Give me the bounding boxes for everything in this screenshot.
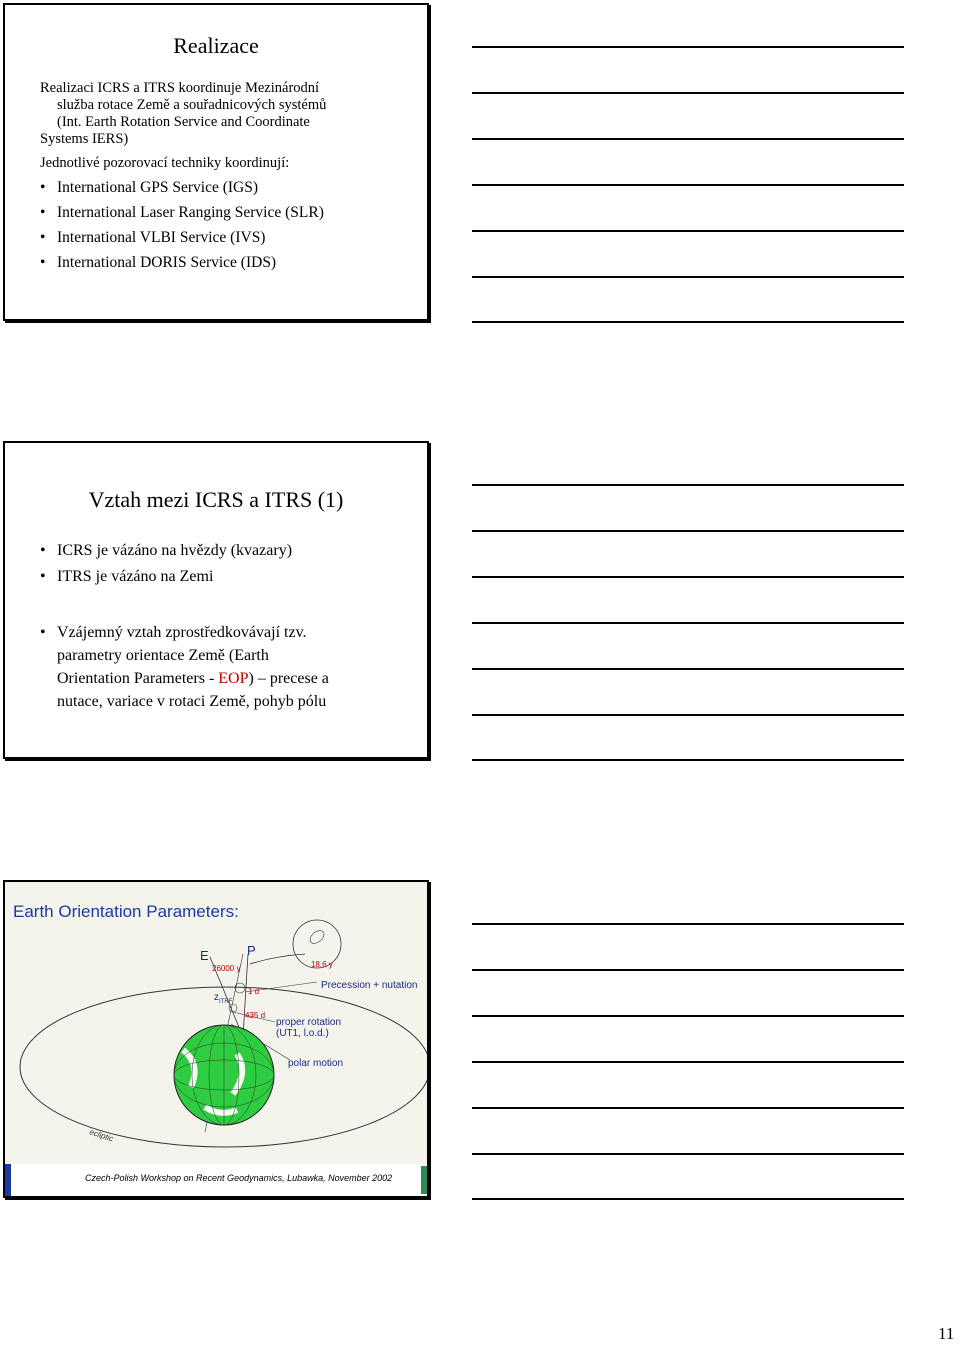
label-18-6y: 18.6 y [311,960,333,969]
intro-line-1: Realizaci ICRS a ITRS koordinuje Mezinárodní [40,80,320,96]
label-ut1-lod: (UT1, l.o.d.) [276,1028,329,1039]
bullet-igs: • International GPS Service (IGS) [40,179,259,196]
ecliptic-label: ecliptic [88,1127,115,1144]
techniques-intro: Jednotlivé pozorovací techniky koordinují: [40,155,290,171]
right-logo-strip [421,1166,427,1194]
intro-line-2: služba rotace Země a souřadnicových systémů [57,97,327,113]
left-logo-strip [5,1164,11,1196]
label-proper-rotation: proper rotation [276,1017,342,1028]
label-polar-motion: polar motion [288,1058,344,1069]
slide-eop-diagram [3,880,429,1198]
intro-line-3: (Int. Earth Rotation Service and Coordinate [57,114,310,130]
bullet-ivs: • International VLBI Service (IVS) [40,229,266,246]
eop-diagram [5,882,429,1198]
label-p: P [247,943,256,958]
eop-abbr: EOP [218,670,249,687]
bullet-itrs: • ITRS je vázáno na Zemi [40,568,214,585]
label-1d: 1 d [248,987,260,996]
label-precession: Precession + nutation [321,980,418,991]
slide-title: Vztah mezi ICRS a ITRS (1) [88,487,344,512]
footer-text: Czech-Polish Workshop on Recent Geodynamics, Lubawka, November 2002 [85,1173,393,1183]
label-435d: 435 d [245,1011,266,1020]
intro-line-4: Systems IERS) [40,131,129,147]
label-e: E [200,948,209,963]
eop-title: Earth Orientation Parameters: [13,902,239,921]
label-z-itrs: $z_{ITRF}$ [214,992,233,1005]
page-number: 11 [938,1324,955,1343]
bullet-slr: • International Laser Ranging Service (SLR) [40,204,324,221]
slide-vztah [3,441,429,759]
bullet-icrs: • ICRS je vázáno na hvězdy (kvazary) [40,542,293,559]
label-26000y: 26000 y [212,964,241,973]
bullet-ids: • International DORIS Service (IDS) [40,254,277,271]
bullet-eop: • Vzájemný vztah zprostředkovávají tzv. parametry orientace Země (Earth Orientation Parameters - EOP) – precese a nutace, variace v rotaci Země, pohyb pólu [40,624,329,710]
slide-footer [5,1164,427,1196]
slide-title: Realizace [173,33,259,58]
slide-realizace [3,3,429,321]
